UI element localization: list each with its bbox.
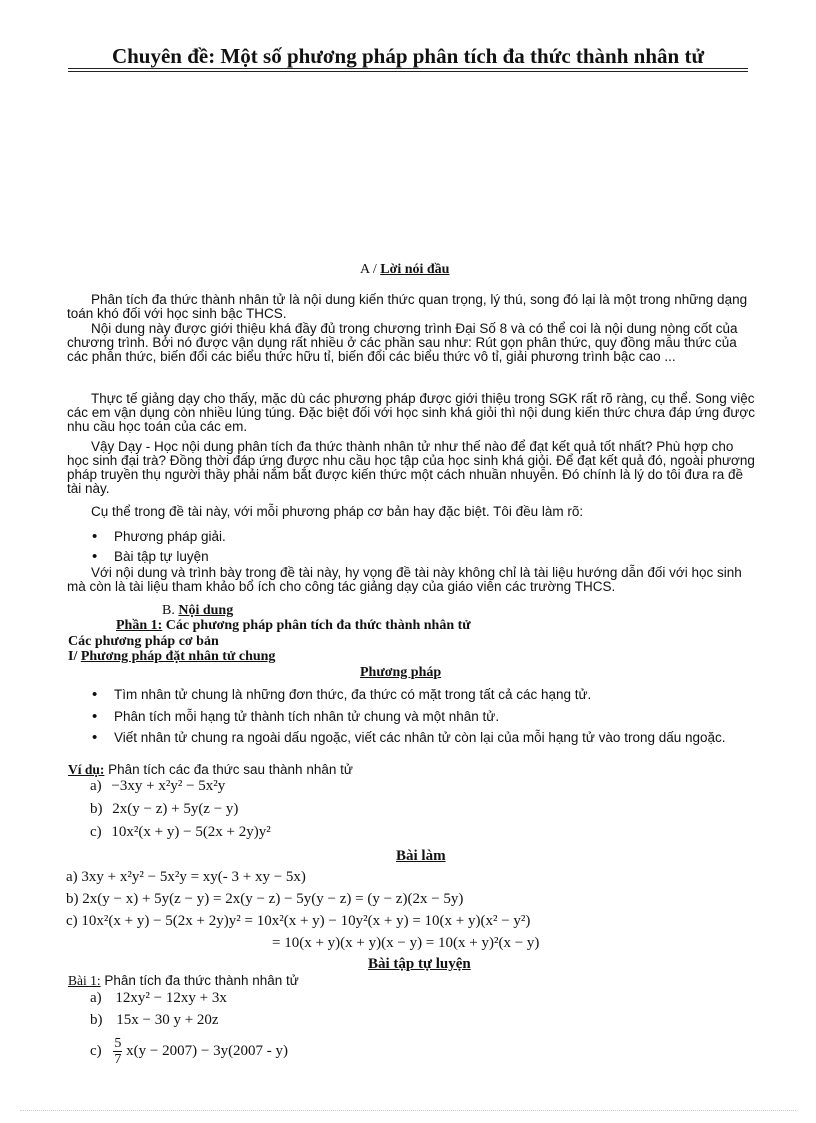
intro-paragraph-6: Với nội dung và trình bày trong đề tài này, hy vọng đề tài này không chỉ là tài liệu hướng dẫn đối với học sinh mà còn là tài liệu tham khảo bổ ích cho công tác giảng dạy của giáo viên các trường THCS. [67,565,742,594]
exercise-item-b [90,1012,219,1029]
section-b-title: Nội dung [178,603,234,618]
exercise-item-c [90,1036,288,1067]
solution-line-b: b) 2x(y − x) + 5y(z − y) = 2x(y − z) − 5y(y − z) = (y − z)(2x − 5y) [66,891,464,907]
method-step: • Tìm nhân tử chung là những đơn thức, đa thức có mặt trong tất cả các hạng tử. [114,688,734,702]
fraction-denominator: 7 [114,1052,122,1067]
part-1-title: Các phương pháp phân tích đa thức thành nhân tử [165,618,471,633]
solution-line-c-cont: = 10(x + y)(x + y)(x − y) = 10(x + y)²(x − y) [272,935,540,951]
part-1-heading [116,618,471,634]
example-item-b [90,801,238,818]
intro-paragraph-4: Vậy Dạy - Học nội dung phân tích đa thức thành nhân tử như thế nào để đạt kết quả tốt nhất? Phù hợp cho học sinh đại trà? Đồng thời đáp ứng được nhu cầu học tập của học sinh khá giỏi. Để đạt kết quả đó, ngoài phương pháp truyền thụ người thầy phải nắm bắt được kiến thức một cách nhuần nhuyễn. Đó chính là lý do tôi đưa ra đề tài này. [67,439,755,496]
example-line [68,762,353,778]
exercise-item-expr: 12xy² − 12xy + 3x [115,990,227,1006]
exercise-item-label: b) [90,1012,103,1028]
exercise-1-line [68,973,299,989]
exercise-item-expr: 15x − 30 y + 20z [116,1012,219,1028]
exercise-item-expr: x(y − 2007) − 3y(2007 - y) [126,1042,289,1059]
exercise-1-text: Phân tích đa thức thành nhân tử [104,973,299,988]
method-step: • Viết nhân tử chung ra ngoài dấu ngoặc, viết các nhân tử còn lại của mỗi hạng tử vào trong dấu ngoặc. [114,731,734,745]
section-a-prefix: A / [360,262,377,277]
title-rule [68,68,748,69]
example-item-expr: 10x²(x + y) − 5(2x + 2y)y² [111,824,271,840]
example-item-label: b) [90,801,103,817]
method-step: • Phân tích mỗi hạng tử thành tích nhân tử chung và một nhân tử. [114,710,734,724]
basic-methods-heading: Các phương pháp cơ bản [68,634,219,649]
exercise-item-label: c) [90,1042,102,1059]
exercise-item-a [90,990,227,1007]
method-1-heading [68,649,275,665]
section-a-title: Lời nói đầu [380,262,450,277]
fraction-numerator: 5 [114,1036,122,1051]
title-rule-double [68,71,748,72]
example-label: Ví dụ: [68,762,105,777]
example-item-label: c) [90,824,102,840]
section-b-heading [162,603,233,619]
fraction [113,1036,122,1067]
exercise-heading: Bài tập tự luyện [368,956,471,972]
section-b-prefix: B. [162,603,175,618]
example-item-expr: 2x(y − z) + 5y(z − y) [112,801,239,817]
method-1-title: Phương pháp đặt nhân tử chung [80,649,276,664]
part-1-label: Phần 1: [116,618,163,633]
solution-line-c: c) 10x²(x + y) − 5(2x + 2y)y² = 10x²(x + y) − 10y²(x + y) = 10(x + y)(x² − y²) [66,913,531,929]
example-text: Phân tích các đa thức sau thành nhân tử [108,762,353,777]
section-a-heading [360,262,449,278]
intro-paragraph-3: Thực tế giảng dạy cho thấy, mặc dù các phương pháp được giới thiệu trong SGK rất rõ ràng, cụ thể. Song việc các em vận dụng còn nhiều lúng túng. Đặc biệt đối với học sinh khá giỏi thì nội dung kiến thức chưa đáp ứng được nhu cầu học toán của các em. [67,391,756,434]
method-1-prefix: I/ [68,649,78,664]
example-item-c [90,824,271,841]
exercise-1-label: Bài 1: [68,973,101,988]
exercise-item-label: a) [90,990,102,1006]
intro-paragraph-5: Cụ thể trong đề tài này, với mỗi phương pháp cơ bản hay đặc biệt. Tôi đều làm rõ: [91,504,584,519]
solution-line-a: a) 3xy + x²y² − 5x²y = xy(- 3 + xy − 5x) [66,869,306,885]
example-item-expr: −3xy + x²y² − 5x²y [111,778,226,794]
method-heading: Phương pháp [360,665,442,680]
example-item-label: a) [90,778,102,794]
intro-paragraph-1: Phân tích đa thức thành nhân tử là nội dung kiến thức quan trọng, lý thú, song đó lại là một trong những dạng toán khó đối với học sinh bậc THCS. [67,292,748,321]
document-title: Chuyên đề: Một số phương pháp phân tích đa thức thành nhân tử [111,44,705,68]
page-bottom-rule [20,1110,796,1111]
example-item-a [90,778,225,795]
intro-list-item: • Phương pháp giải. [114,530,714,544]
intro-paragraph-2: Nội dung này được giới thiệu khá đầy đủ trong chương trình Đại Số 8 và có thể coi là nội dung nòng cốt của chương trình. Bởi nó được vận dụng rất nhiều ở các phần sau như: Rút gọn phân thức, quy đồng mẫu thức của các phân thức, biến đổi các biểu thức hữu tỉ, biến đổi các biểu thức vô tỉ, giải phương trình bậc cao ... [67,321,738,364]
solution-heading: Bài làm [396,848,446,864]
intro-list-item: • Bài tập tự luyện [114,550,714,564]
